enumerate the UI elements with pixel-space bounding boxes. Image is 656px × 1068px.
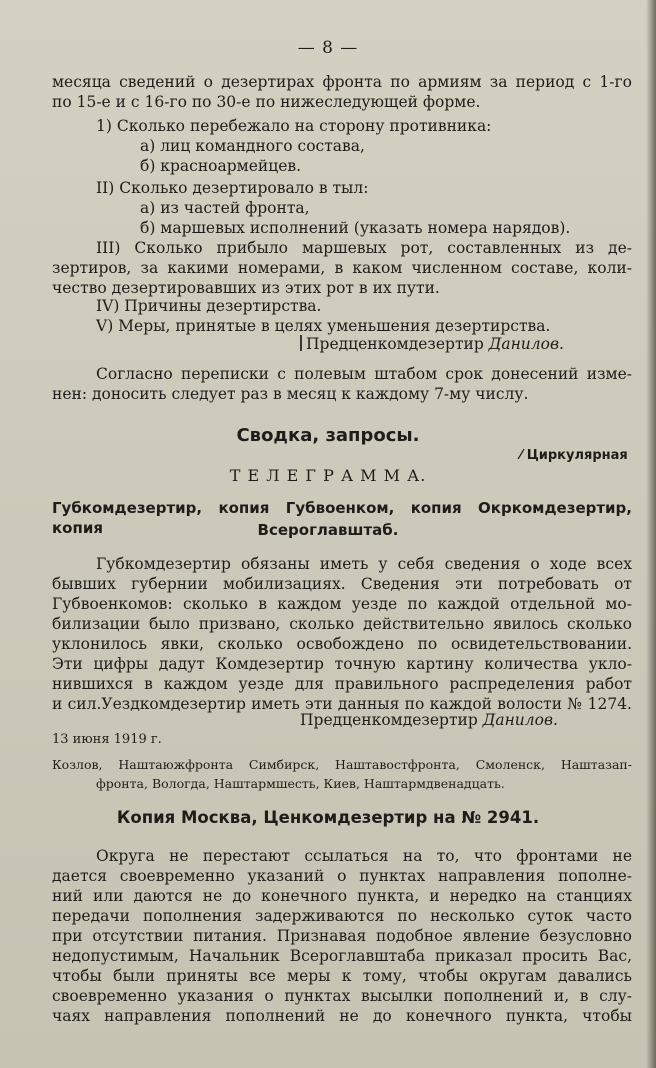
body-line: нившихся в каждом уезде для правильного распределения работ — [52, 675, 632, 693]
circular-label — [520, 446, 628, 466]
section-heading: Копия Москва, Ценкомдезертир на № 2941. — [116, 808, 540, 827]
circular-text: Циркулярная — [526, 448, 628, 463]
section-heading: Сводка, запросы. — [236, 425, 420, 446]
recipients-line: фронта, Вологда, Наштармшесть, Киев, Наштармдвенадцать. — [96, 776, 505, 791]
intro-line: месяца сведений о дезертирах фронта по армиям за период с 1-го — [52, 73, 632, 91]
signature-mark — [300, 335, 302, 351]
page-number: — 8 — — [297, 38, 359, 58]
signature-title: Предценкомдезертир — [306, 335, 484, 353]
signature-name: Данилов. — [482, 711, 558, 729]
list-item: 1) Сколько перебежало на сторону противника: — [96, 117, 492, 135]
signature — [300, 334, 564, 354]
body-line: чтобы были приняты все меры к тому, чтобы округам давались — [52, 967, 632, 985]
body-line: чаях направления пополнений не до конечного пункта, чтобы — [52, 1007, 632, 1025]
list-item: IV) Причины дезертирства. — [96, 297, 322, 315]
list-item: б) красноармейцев. — [140, 157, 302, 175]
body-line: Губкомдезертир обязаны иметь у себя сведения о ходе всех — [96, 555, 632, 573]
list-item: V) Меры, принятые в целях уменьшения дезертирства. — [96, 317, 551, 335]
body-line: Губвоенкомов: сколько в каждом уезде по каждой отдельной мо- — [52, 595, 632, 613]
list-item: III) Сколько прибыло маршевых рот, составленных из де- — [96, 239, 632, 257]
signature-name: Данилов. — [488, 335, 564, 353]
list-item: чество дезертировавших из этих рот в их пути. — [52, 279, 440, 297]
note-line: Согласно переписки с полевым штабом срок донесений изме- — [96, 365, 632, 383]
list-item: б) маршевых исполнений (указать номера нарядов). — [140, 219, 571, 237]
body-line: при отсутствии питания. Признавая подобное явление безусловно — [52, 927, 632, 945]
date: 13 июня 1919 г. — [52, 732, 162, 747]
body-line: уклонилось явки, сколько освобождено по освидетельствовании. — [52, 635, 632, 653]
list-item: а) из частей фронта, — [140, 199, 310, 217]
list-item: II) Сколько дезертировало в тыл: — [96, 179, 369, 197]
signature-title: Предценкомдезертир — [300, 711, 478, 729]
body-line: передачи пополнения задерживаются по несколько суток часто — [52, 907, 632, 925]
addressee-line: Губкомдезертир, копия Губвоенком, копия Окркомдезертир, копия — [52, 499, 632, 537]
body-line: Округа не перестают ссылаться на то, что фронтами не — [96, 847, 632, 865]
body-line: Эти цифры дадут Комдезертир точную картину количества укло- — [52, 655, 632, 673]
note-line: нен: доносить следует раз в месяц к каждому 7-му числу. — [52, 385, 529, 403]
intro-line: по 15-е и с 16-го по 30-е по нижеследующей форме. — [52, 93, 481, 111]
telegram-title: Т Е Л Е Г Р А М М А. — [229, 466, 427, 485]
body-line: своевременно указания о пунктах высылки пополнений и, в слу- — [52, 987, 632, 1005]
list-item: зертиров, за какими номерами, в каком численном составе, коли- — [52, 259, 632, 277]
body-line: и сил.Уездкомдезертир иметь эти данныя по каждой волости № 1274. — [52, 695, 632, 713]
circular-mark: ⁄ — [520, 448, 527, 463]
body-line: билизации было призвано, сколько действительно явилось сколько — [52, 615, 632, 633]
addressee-line: Всероглавштаб. — [257, 521, 399, 539]
recipients-line: Козлов, Наштаюжфронта Симбирск, Наштавостфронта, Смоленск, Наштазап- — [52, 757, 632, 772]
body-line: дается своевременно указаний о пунктах направления пополне- — [52, 867, 632, 885]
body-line: бывших губернии мобилизациях. Сведения эти потребовать от — [52, 575, 632, 593]
body-line: ний или даются не до конечного пункта, и нередко на станциях — [52, 887, 632, 905]
signature — [300, 710, 558, 730]
list-item: а) лиц командного состава, — [140, 137, 365, 155]
body-line: недопустимым, Начальник Всероглавштаба приказал просить Вас, — [52, 947, 632, 965]
